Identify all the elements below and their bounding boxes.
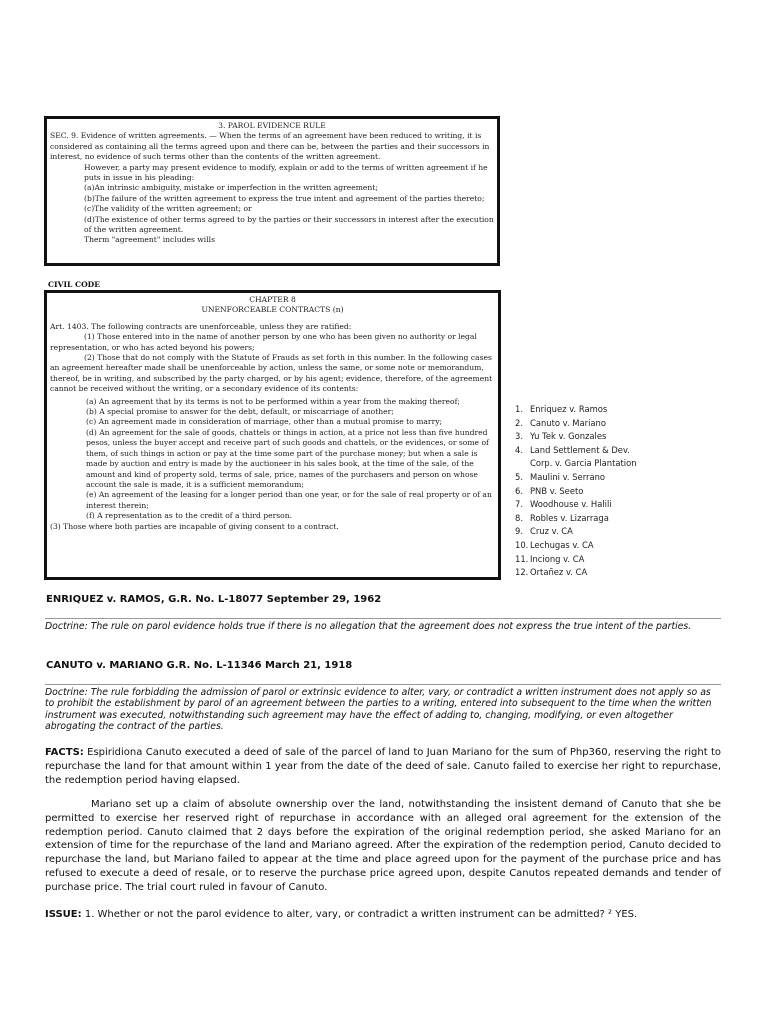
case2-heading: CANUTO v. MARIANO G.R. No. L-11346 March 21, 1918 [46,660,353,671]
divider [45,684,721,685]
list-item: 1. Enriquez v. Ramos [515,404,608,414]
case1-doctrine: Doctrine: The rule on parol evidence holds true if there is no allegation that the agreement does not express the true intent of the parties. [45,620,721,632]
list-item: 4. Land Settlement & Dev. [515,444,630,455]
clause-a: (a) An agreement that by its terms is not to be performed within a year from the making thereof; [86,396,460,406]
list-item: 7. Woodhouse v. Halili [515,499,612,510]
sec9-text: SEC. 9. Evidence of written agreements. — When the terms of an agreement have been reduced to writing, it is considered as containing all the terms agreed upon and there can be, between the parties and their successors in interest, no evidence of such terms other than the contents of the written agreement. [50,131,490,162]
item-a: (a)An intrinsic ambiguity, mistake or imperfection in the written agreement; [84,183,378,193]
para-2: (2) Those that do not comply with the Statute of Frauds as set forth in this number. In the following cases an agreement hereafter made shall be unenforceable by action, unless the same, or some note or memorandum, thereof, be in writing, and subscribed by the party charged, or by his agent; evidence, therefore, of the agreement cannot be received without the writing, or a secondary evidence of its contents: [50,353,493,394]
facts-text: Espiridiona Canuto executed a deed of sale of the parcel of land to Juan Mariano for the sum of Php360, reserving the right to repurchase the land for that amount within 1 year from the date of the deed of sale. Canuto failed to exercise her right to repurchase, the redemption period having elapsed. [45,747,721,786]
issue-label: ISSUE: [45,909,82,920]
list-item: 6. PNB v. Seeto [515,485,584,496]
list-item: 5. Maulini v. Serrano [515,471,606,482]
list-item: 11. Inciong v. CA [515,553,585,564]
list-item: 12. Ortañez v. CA [515,567,588,578]
civil-code-box [44,290,501,580]
parol-evidence-rule-box [44,116,500,266]
art-1403: Art. 1403. The following contracts are unenforceable, unless they are ratified: [50,321,352,331]
civil-code-label: CIVIL CODE [48,280,101,289]
divider [45,618,721,619]
clause-e: (e) An agreement of the leasing for a longer period than one year, or for the sale of real property or of an interest therein; [86,490,492,510]
facts-paragraph [45,746,721,787]
term-note: Therm "agreement" includes wills [84,235,215,245]
para-3: (3) Those where both parties are incapable of giving consent to a contract. [50,521,339,531]
list-item: 9. Cruz v. CA [515,526,573,537]
clause-c: (c) An agreement made in consideration of marriage, other than a mutual promise to marry; [86,417,443,427]
para-1: (1) Those entered into in the name of another person by one who has been given no authority or legal representation, or who has acted beyond his powers; [50,332,477,352]
list-item: 8. Robles v. Lizarraga [515,512,609,523]
chapter-title: CHAPTER 8 [249,295,296,304]
item-c: (c)The validity of the written agreement; or [84,204,252,214]
box1-title: 3. PAROL EVIDENCE RULE [218,121,326,130]
issue-paragraph [45,908,721,922]
item-d: (d)The existence of other terms agreed to by the parties or their successors in interest after the execution of the written agreement. [84,214,494,235]
however-text: However, a party may present evidence to modify, explain or add to the terms of written agreement if he puts in issue in his pleading: [84,162,488,183]
case2-doctrine: Doctrine: The rule forbidding the admission of parol or extrinsic evidence to alter, vary, or contradict a written instrument does not apply so as to prohibit the establishment by parol of an agreement between the parties to a writing, entered into subsequent to the time when the written instrument was executed, notwithstanding such agreement may have the effect of adding to, changing, modifying, or even altogether abrogating the contract of the parties. [45,686,721,732]
case1-heading: ENRIQUEZ v. RAMOS, G.R. No. L-18077 September 29, 1962 [46,594,382,605]
clause-d: (d) An agreement for the sale of goods, chattels or things in action, at a price not less than five hundred pesos, unless the buyer accept and receive part of such goods and chattels, or the evidences, or some of them, of such things in action or pay at the time some part of the purchase money; but when a sale is made by auction and entry is made by the auctioneer in his sales book, at the time of the sale, of the amount and kind of property sold, terms of sale, price, names of the purchasers and person on whose account the sale is made, it is a sufficient memorandum; [86,427,489,489]
list-item: 2. Canuto v. Mariano [515,417,606,428]
case-list [515,403,637,580]
list-item: 3. Yu Tek v. Gonzales [515,431,607,442]
clause-b: (b) A special promise to answer for the debt, default, or miscarriage of another; [86,407,394,417]
issue-text: 1. Whether or not the parol evidence to alter, vary, or contradict a written instrument can be admitted? ² YES. [84,909,638,920]
list-item-continued: Corp. v. Garcia Plantation [530,458,637,469]
item-b: (b)The failure of the written agreement to express the true intent and agreement of the parties thereto; [84,193,485,203]
list-item: 10. Lechugas v. CA [515,539,594,550]
facts-paragraph-2: Mariano set up a claim of absolute ownership over the land, notwithstanding the insistent demand of Canuto that she be permitted to exercise her reserved right of repurchase in accordance with an alleged oral agreement for the extension of the redemption period. Canuto claimed that 2 days before the expiration of the original redemption period, she asked Mariano for an extension of time for the repurchase of the land and Mariano agreed. After the expiration of the redemption period, Canuto decided to repurchase the land, but Mariano failed to appear at the time and place agreed upon for the payment of the purchase price and has refused to execute a deed of resale, or to reserve the purchase price agreed upon, despite Canutos repeated demands and tender of purchase price. The trial court ruled in favour of Canuto. [45,799,721,893]
facts-label: FACTS: [45,747,84,758]
chapter-heading: UNENFORCEABLE CONTRACTS (n) [201,305,344,315]
clause-f: (f) A representation as to the credit of a third person. [86,511,293,521]
